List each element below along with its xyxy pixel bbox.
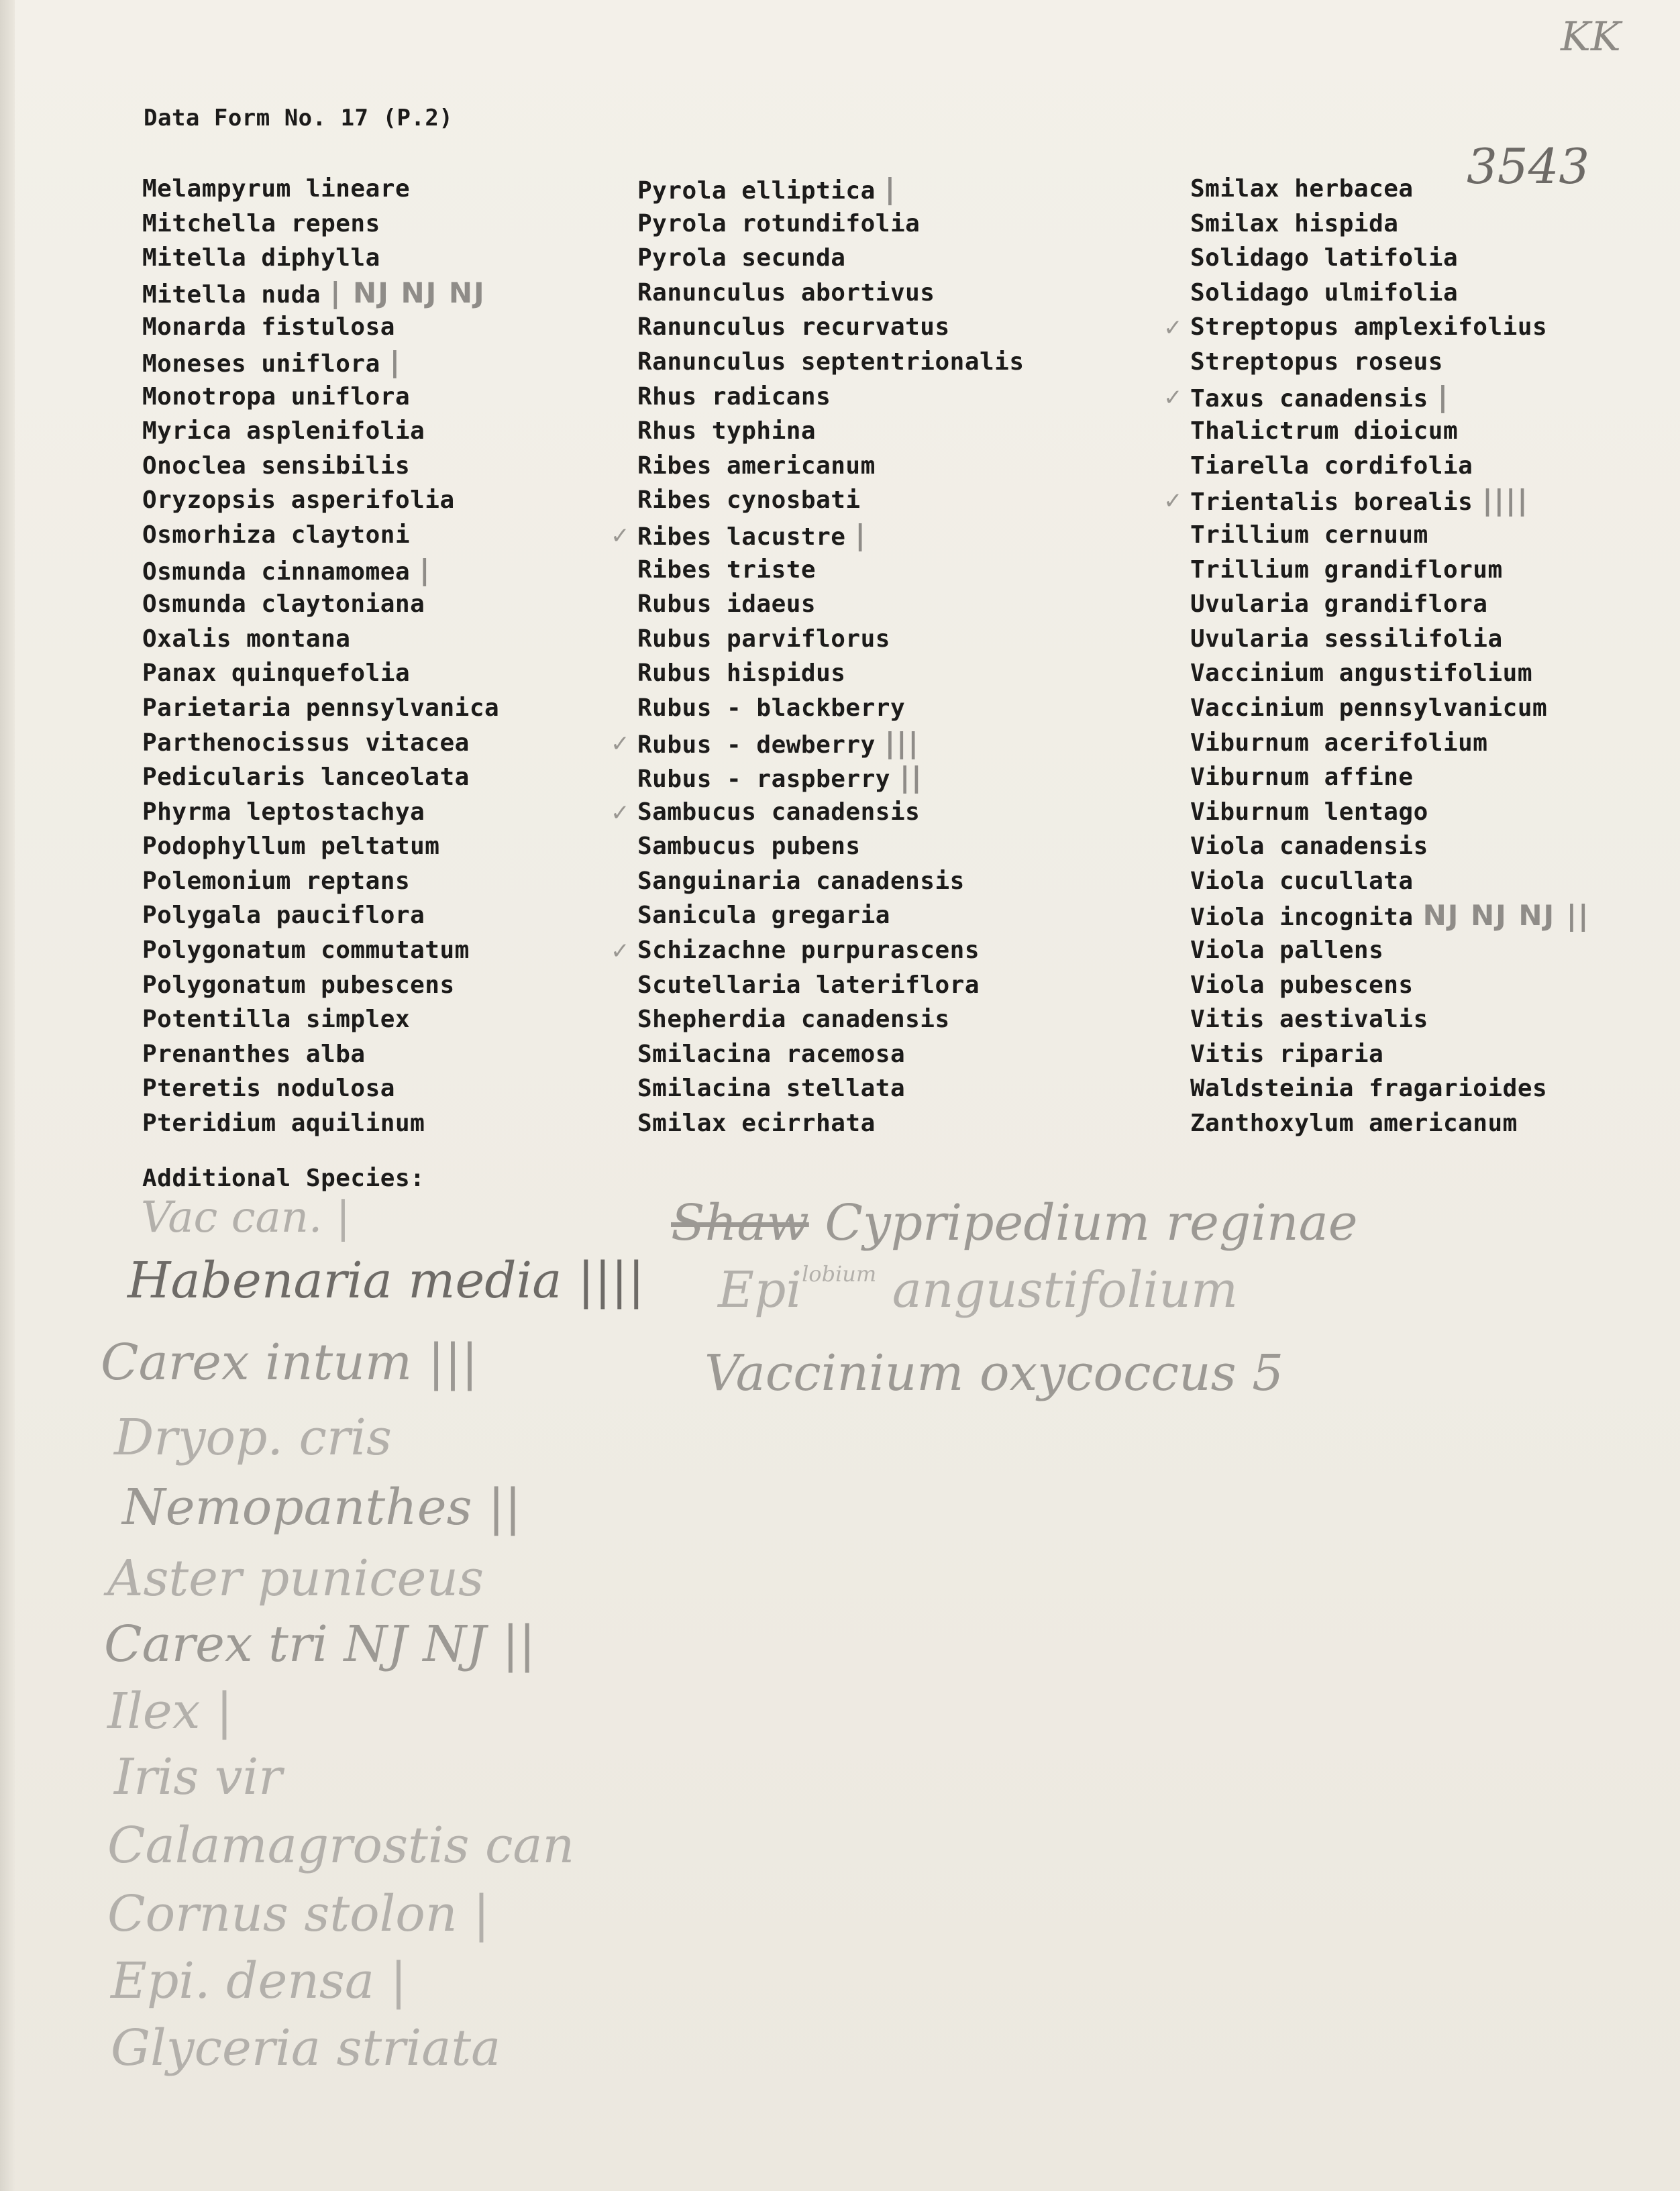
species-name: Uvularia grandiflora xyxy=(1190,590,1488,619)
species-row xyxy=(1190,829,1590,864)
species-row xyxy=(637,829,1025,864)
species-row xyxy=(142,1071,499,1106)
handwritten-entry: Carex tri NJ NJ || xyxy=(104,1615,536,1673)
species-name: Oxalis montana xyxy=(142,625,351,653)
species-name: Onoclea sensibilis xyxy=(142,451,411,480)
species-row xyxy=(1190,656,1590,691)
handwritten-entry: Glyceria striata xyxy=(111,2019,501,2077)
species-row xyxy=(142,276,499,311)
species-row xyxy=(611,795,1025,830)
species-name: Mitella diphylla xyxy=(142,244,380,272)
species-row xyxy=(637,241,1025,276)
tally-marks: NJ NJ NJ || xyxy=(1422,899,1590,932)
species-name: Rhus radicans xyxy=(637,382,831,411)
species-row xyxy=(637,760,1025,795)
species-name: Podophyllum peltatum xyxy=(142,833,440,861)
handwritten-entry xyxy=(671,1194,1358,1252)
handwritten-entry xyxy=(718,1261,1238,1319)
species-row xyxy=(142,345,499,380)
pencil-check-icon: ✓ xyxy=(611,938,630,965)
species-row xyxy=(637,1071,1025,1106)
species-name: Viburnum acerifolium xyxy=(1190,729,1488,757)
species-name: Panax quinquefolia xyxy=(142,659,411,688)
handwritten-text: angustifolium xyxy=(892,1261,1239,1319)
species-name: Streptopus amplexifolius xyxy=(1190,313,1548,341)
species-name: Viola pubescens xyxy=(1190,971,1414,999)
species-name: Vitis aestivalis xyxy=(1190,1006,1428,1034)
species-name: Monotropa uniflora xyxy=(142,382,411,411)
species-name: Trientalis borealis xyxy=(1190,488,1473,517)
corner-initials: KK xyxy=(1561,13,1621,60)
species-name: Myrica asplenifolia xyxy=(142,417,425,445)
species-row xyxy=(637,656,1025,691)
species-row xyxy=(1163,483,1590,518)
species-name: Ranunculus septentrionalis xyxy=(637,348,1025,376)
species-name: Polygonatum pubescens xyxy=(142,971,455,999)
species-name: Solidago ulmifolia xyxy=(1190,278,1459,307)
species-name: Shepherdia canadensis xyxy=(637,1006,950,1034)
species-row xyxy=(142,933,499,968)
handwritten-superscript: lobium xyxy=(802,1261,877,1287)
species-row xyxy=(1190,795,1590,830)
species-row xyxy=(1163,310,1590,345)
pencil-check-icon: ✓ xyxy=(611,522,630,549)
species-row xyxy=(1190,276,1590,311)
species-row xyxy=(142,1037,499,1072)
species-name: Streptopus roseus xyxy=(1190,348,1443,376)
species-row xyxy=(1190,726,1590,761)
species-name: Pedicularis lanceolata xyxy=(142,763,470,792)
species-row xyxy=(142,691,499,726)
handwritten-entry: Ilex | xyxy=(107,1682,233,1740)
species-row xyxy=(1190,760,1590,795)
species-row xyxy=(637,380,1025,415)
species-row xyxy=(1190,968,1590,1003)
species-name: Pteretis nodulosa xyxy=(142,1075,395,1103)
species-name: Trillium cernuum xyxy=(1190,521,1428,549)
tally-marks: |||| xyxy=(1482,484,1529,517)
species-row xyxy=(1190,587,1590,622)
species-name: Potentilla simplex xyxy=(142,1006,411,1034)
species-row xyxy=(1190,345,1590,380)
species-row xyxy=(142,864,499,899)
species-column-1 xyxy=(142,172,499,1141)
species-name: Smilax ecirrhata xyxy=(637,1110,876,1138)
species-name: Viola canadensis xyxy=(1190,833,1428,861)
species-row xyxy=(611,726,1025,761)
species-row xyxy=(637,587,1025,622)
handwritten-entry: Aster puniceus xyxy=(107,1550,484,1607)
species-row xyxy=(1190,518,1590,553)
species-name: Vaccinium angustifolium xyxy=(1190,659,1532,688)
species-row xyxy=(637,172,1025,207)
pencil-check-icon: ✓ xyxy=(1163,384,1183,411)
species-name: Polygonatum commutatum xyxy=(142,937,470,965)
species-name: Smilacina racemosa xyxy=(637,1040,906,1068)
species-name: Ribes cynosbati xyxy=(637,486,861,515)
species-name: Viburnum affine xyxy=(1190,763,1414,792)
species-column-3 xyxy=(1163,172,1590,1141)
handwritten-text: Epi xyxy=(718,1261,802,1319)
species-row xyxy=(637,968,1025,1003)
species-name: Solidago latifolia xyxy=(1190,244,1459,272)
species-row xyxy=(1190,553,1590,588)
species-row xyxy=(637,414,1025,449)
species-row xyxy=(1190,1106,1590,1141)
species-name: Prenanthes alba xyxy=(142,1040,366,1068)
species-row xyxy=(611,518,1025,553)
species-row xyxy=(142,1106,499,1141)
species-row xyxy=(142,518,499,553)
pencil-check-icon: ✓ xyxy=(1163,315,1183,342)
species-name: Pyrola secunda xyxy=(637,244,846,272)
species-name: Taxus canadensis xyxy=(1190,384,1428,413)
handwritten-entry: Vac can. | xyxy=(141,1193,351,1242)
handwritten-text: Cypripedium reginae xyxy=(825,1194,1358,1252)
species-name: Osmunda claytoniana xyxy=(142,590,425,619)
species-row xyxy=(142,449,499,484)
species-row xyxy=(637,1106,1025,1141)
species-row xyxy=(637,1002,1025,1037)
tally-marks: | NJ NJ NJ xyxy=(330,276,486,309)
species-row xyxy=(637,483,1025,518)
species-name: Viola pallens xyxy=(1190,937,1384,965)
species-row xyxy=(637,898,1025,933)
species-row xyxy=(142,483,499,518)
species-name: Scutellaria lateriflora xyxy=(637,971,980,999)
species-row xyxy=(1190,1071,1590,1106)
tally-marks: | xyxy=(419,553,431,586)
species-row xyxy=(142,726,499,761)
species-row xyxy=(637,449,1025,484)
species-row xyxy=(142,898,499,933)
species-name: Viola incognita xyxy=(1190,904,1414,932)
species-row xyxy=(637,1037,1025,1072)
species-row xyxy=(142,172,499,207)
species-name: Smilax herbacea xyxy=(1190,175,1414,203)
species-row xyxy=(142,1002,499,1037)
species-row xyxy=(142,587,499,622)
species-name: Sambucus canadensis xyxy=(637,798,921,826)
species-name: Viola cucullata xyxy=(1190,867,1414,895)
species-name: Phyrma leptostachya xyxy=(142,798,425,826)
species-name: Mitchella repens xyxy=(142,209,380,237)
handwritten-entry: Iris vir xyxy=(114,1748,282,1806)
species-row xyxy=(1190,207,1590,242)
species-row xyxy=(142,760,499,795)
species-row xyxy=(637,345,1025,380)
species-name: Polemonium reptans xyxy=(142,867,411,895)
tally-marks: | xyxy=(389,345,402,378)
species-name: Pyrola elliptica xyxy=(637,177,876,205)
handwritten-entry: Calamagrostis can xyxy=(107,1817,575,1874)
species-name: Thalictrum dioicum xyxy=(1190,417,1459,445)
handwritten-entry: Vaccinium oxycoccus 5 xyxy=(704,1344,1284,1402)
species-name: Vitis riparia xyxy=(1190,1040,1384,1068)
species-row xyxy=(1190,1037,1590,1072)
species-name: Melampyrum lineare xyxy=(142,175,411,203)
additional-species-label: Additional Species: xyxy=(142,1165,425,1192)
handwritten-entry: Habenaria media |||| xyxy=(127,1252,645,1310)
species-row xyxy=(142,968,499,1003)
species-row xyxy=(1190,691,1590,726)
pencil-check-icon: ✓ xyxy=(611,799,630,826)
species-name: Rubus hispidus xyxy=(637,659,846,688)
species-name: Osmunda cinnamomea xyxy=(142,557,411,586)
species-name: Monarda fistulosa xyxy=(142,313,395,341)
species-name: Tiarella cordifolia xyxy=(1190,451,1473,480)
species-row xyxy=(637,622,1025,657)
species-name: Vaccinium pennsylvanicum xyxy=(1190,694,1548,722)
species-row xyxy=(1190,864,1590,899)
species-row xyxy=(142,207,499,242)
species-name: Viburnum lentago xyxy=(1190,798,1428,826)
species-row xyxy=(142,553,499,588)
species-name: Parthenocissus vitacea xyxy=(142,729,470,757)
pencil-check-icon: ✓ xyxy=(1163,488,1183,515)
species-name: Pyrola rotundifolia xyxy=(637,209,921,237)
species-name: Zanthoxylum americanum xyxy=(1190,1110,1518,1138)
species-row xyxy=(1190,622,1590,657)
species-row xyxy=(142,829,499,864)
species-name: Pteridium aquilinum xyxy=(142,1110,425,1138)
handwritten-entry: Carex intum ||| xyxy=(101,1334,478,1391)
tally-marks: | xyxy=(884,172,897,205)
species-name: Ribes lacustre xyxy=(637,523,846,551)
species-row xyxy=(142,795,499,830)
species-name: Trillium grandiflorum xyxy=(1190,555,1503,584)
species-row xyxy=(611,933,1025,968)
species-name: Polygala pauciflora xyxy=(142,902,425,930)
species-row xyxy=(637,553,1025,588)
form-title: Data Form No. 17 (P.2) xyxy=(144,105,454,131)
species-row xyxy=(1190,898,1590,933)
species-name: Rhus typhina xyxy=(637,417,817,445)
tally-marks: ||| xyxy=(884,726,920,759)
species-name: Rubus - blackberry xyxy=(637,694,906,722)
tally-marks: | xyxy=(1437,380,1450,413)
handwritten-entry: Dryop. cris xyxy=(114,1409,392,1466)
species-name: Rubus - dewberry xyxy=(637,731,876,759)
species-row xyxy=(142,310,499,345)
species-row xyxy=(637,691,1025,726)
species-name: Moneses uniflora xyxy=(142,350,380,378)
species-row xyxy=(1163,380,1590,415)
species-name: Schizachne purpurascens xyxy=(637,937,980,965)
species-row xyxy=(142,380,499,415)
species-row xyxy=(1190,449,1590,484)
species-row xyxy=(1190,172,1590,207)
species-name: Rubus - raspberry xyxy=(637,765,890,794)
species-name: Oryzopsis asperifolia xyxy=(142,486,455,515)
species-name: Sambucus pubens xyxy=(637,833,861,861)
species-row xyxy=(637,864,1025,899)
species-row xyxy=(637,276,1025,311)
species-row xyxy=(1190,241,1590,276)
species-row xyxy=(142,414,499,449)
tally-marks: | xyxy=(855,518,867,551)
pencil-check-icon: ✓ xyxy=(611,730,630,757)
species-row xyxy=(142,241,499,276)
species-name: Ribes americanum xyxy=(637,451,876,480)
species-name: Ranunculus abortivus xyxy=(637,278,935,307)
species-name: Uvularia sessilifolia xyxy=(1190,625,1503,653)
species-name: Mitella nuda xyxy=(142,280,321,309)
species-row xyxy=(1190,1002,1590,1037)
species-name: Smilax hispida xyxy=(1190,209,1399,237)
handwritten-entry: Epi. densa | xyxy=(111,1952,407,2010)
species-name: Smilacina stellata xyxy=(637,1075,906,1103)
species-column-2 xyxy=(611,172,1025,1141)
species-name: Osmorhiza claytoni xyxy=(142,521,411,549)
species-row xyxy=(1190,414,1590,449)
struck-word: Shaw xyxy=(671,1194,809,1252)
species-name: Waldsteinia fragarioides xyxy=(1190,1075,1548,1103)
tally-marks: || xyxy=(899,761,923,794)
handwritten-entry: Nemopanthes || xyxy=(122,1479,521,1536)
page-edge-shadow xyxy=(0,0,15,2191)
handwritten-entry: Cornus stolon | xyxy=(107,1885,490,1943)
species-row xyxy=(142,656,499,691)
species-name: Sanicula gregaria xyxy=(637,902,890,930)
page-number: 3543 xyxy=(1467,138,1590,195)
species-name: Ribes triste xyxy=(637,555,817,584)
species-name: Parietaria pennsylvanica xyxy=(142,694,500,722)
species-name: Sanguinaria canadensis xyxy=(637,867,965,895)
species-row xyxy=(142,622,499,657)
species-name: Rubus parviflorus xyxy=(637,625,890,653)
species-row xyxy=(1190,933,1590,968)
species-name: Ranunculus recurvatus xyxy=(637,313,950,341)
species-row xyxy=(637,310,1025,345)
species-name: Rubus idaeus xyxy=(637,590,817,619)
species-row xyxy=(637,207,1025,242)
